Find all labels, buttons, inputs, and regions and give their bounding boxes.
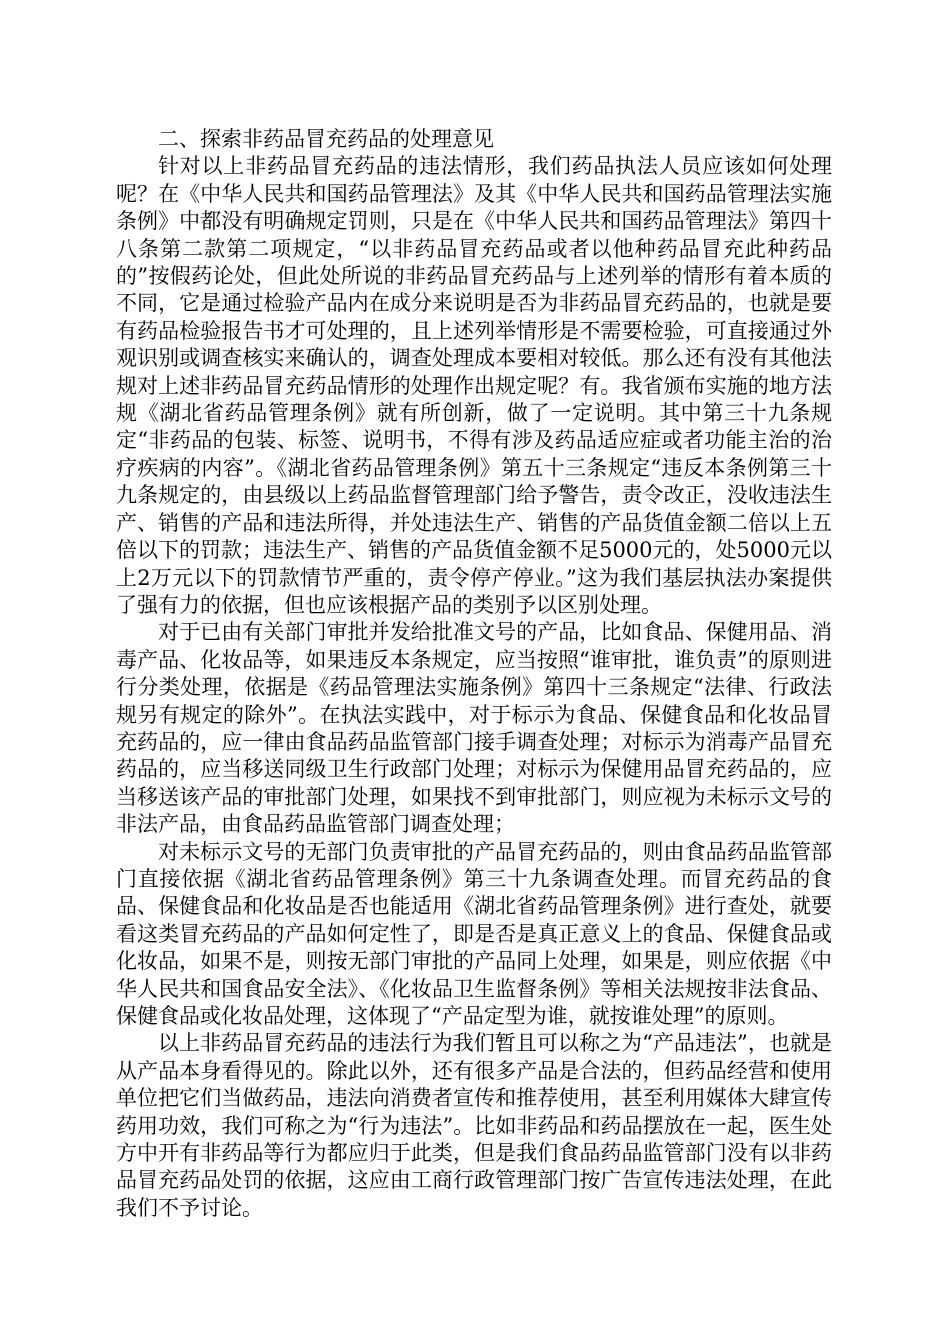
section-heading: 二、探索非药品冒充药品的处理意见 [158,127,494,151]
paragraph-unapproved-products: 对未标示文号的无部门负责审批的产品冒充药品的，则由食品药品监管部门直接依据《湖北省药品管理条例》第三十九条调查处理。而冒充药品的食品、保健食品和化妆品是否也能适用《湖北省药品管理条例》进行查处，就要看这类冒充药品的产品如何定性了，即是否是真正意义上的食品、保健食品或化妆品，如果不是，则按无部门审批的产品同上处理，如果是，则应依据《中华人民共和国食品安全法》、《化妆品卫生监督条例》等相关法规按非法食品、保健食品或化妆品处理，这体现了“产品定型为谁，就按谁处理”的原则。 [116,839,832,1028]
paragraph-behavior-violations: 以上非药品冒充药品的违法行为我们暂且可以称之为“产品违法”，也就是从产品本身看得见的。除此以外，还有很多产品是合法的，但药品经营和使用单位把它们当做药品，违法向消费者宣传和推荐使用，甚至利用媒体大肆宣传药用功效，我们可称之为“行为违法”。比如非药品和药品摆放在一起，医生处方中开有非药品等行为都应归于此类，但是我们食品药品监管部门没有以非药品冒充药品处罚的依据，这应由工商行政管理部门按广告宣传违法处理，在此我们不予讨论。 [116,1031,832,1220]
paragraph-handling-overview: 针对以上非药品冒充药品的违法情形，我们药品执法人员应该如何处理呢？在《中华人民共和国药品管理法》及其《中华人民共和国药品管理法实施条例》中都没有明确规定罚则，只是在《中华人民共和国药品管理法》第四十八条第二款第二项规定，“以非药品冒充药品或者以他种药品冒充此种药品的”按假药论处，但此处所说的非药品冒充药品与上述列举的情形有着本质的不同，它是通过检验产品内在成分来说明是否为非药品冒充药品的，也就是要有药品检验报告书才可处理的，且上述列举情形是不需要检验，可直接通过外观识别或调查核实来确认的，调查处理成本要相对较低。那么还有没有其他法规对上述非药品冒充药品情形的处理作出规定呢？有。我省颁布实施的地方法规《湖北省药品管理条例》就有所创新，做了一定说明。其中第三十九条规定“非药品的包装、标签、说明书，不得有涉及药品适应症或者功能主治的治疗疾病的内容”。《湖北省药品管理条例》第五十三条规定“违反本条例第三十九条规定的，由县级以上药品监督管理部门给予警告，责令改正，没收违法生产、销售的产品和违法所得，并处违法生产、销售的产品货值金额二倍以上五倍以下的罚款；违法生产、销售的产品货值金额不足5000元的，处5000元以上2万元以下的罚款情节严重的，责令停产停业。”这为我们基层执法办案提供了强有力的依据，但也应该根据产品的类别予以区别处理。 [116,154,832,617]
paragraph-approved-products: 对于已由有关部门审批并发给批准文号的产品，比如食品、保健用品、消毒产品、化妆品等，如果违反本条规定，应当按照“谁审批，谁负责”的原则进行分类处理，依据是《药品管理法实施条例》第四十三条规定“法律、行政法规另有规定的除外”。在执法实践中，对于标示为食品、保健食品和化妆品冒充药品的，应一律由食品药品监管部门接手调查处理；对标示为消毒产品冒充药品的，应当移送同级卫生行政部门处理；对标示为保健用品冒充药品的，应当移送该产品的审批部门处理，如果找不到审批部门，则应视为未标示文号的非法产品，由食品药品监管部门调查处理； [116,620,832,837]
document-body [116,126,832,1222]
